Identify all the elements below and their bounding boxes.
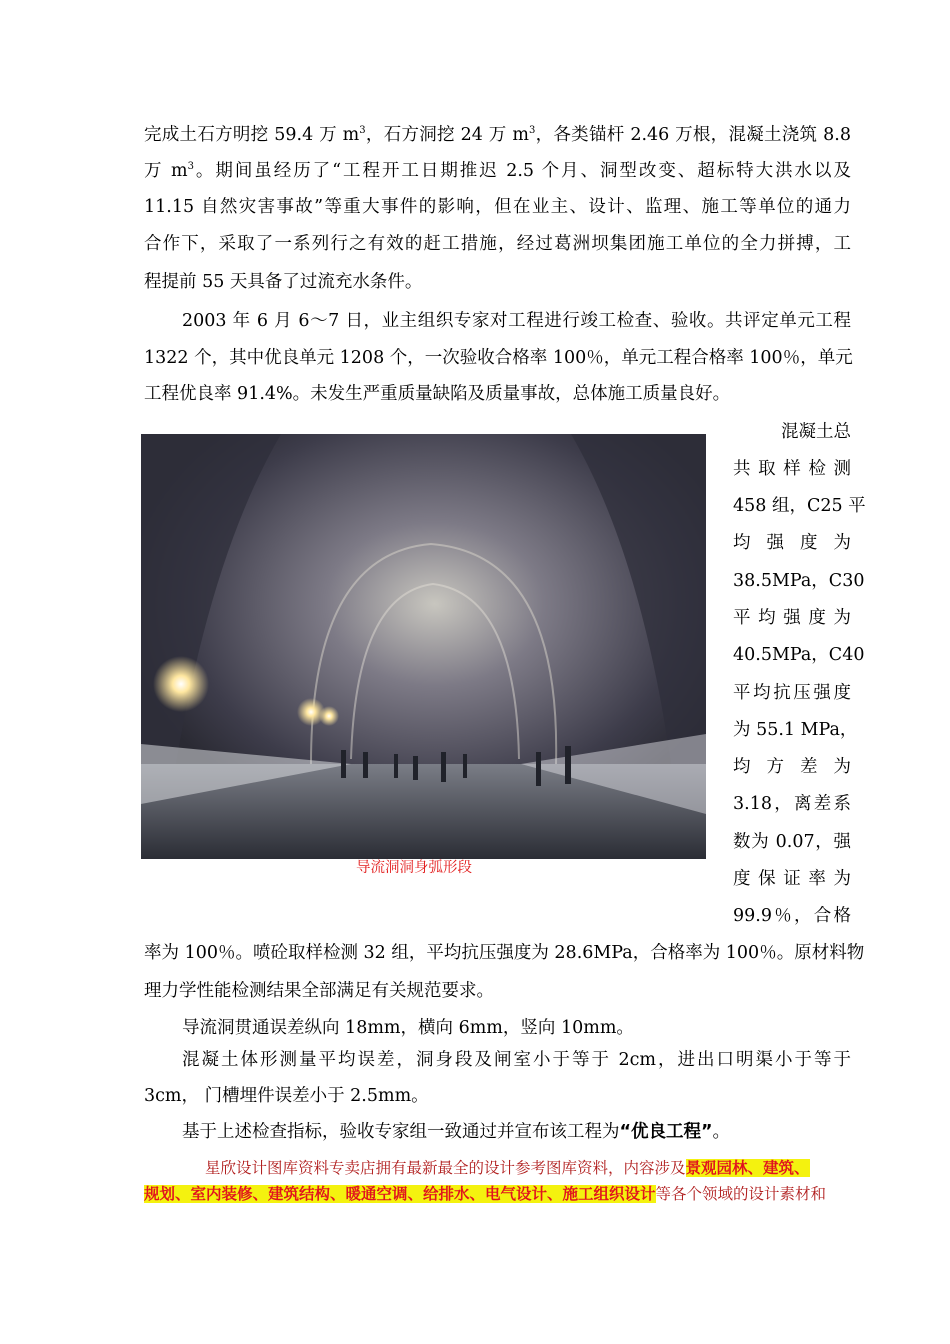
side-text-line: 混凝土总	[781, 422, 851, 442]
paragraph-line: 程提前 55 天具备了过流充水条件。	[144, 272, 423, 292]
paragraph-line: 混凝土体形测量平均误差，洞身段及闸室小于等于 2cm，进出口明渠小于等于	[182, 1050, 851, 1070]
conclusion-emphasis: “优良工程”	[619, 1122, 713, 1142]
side-text-line: 共取样检测	[733, 459, 851, 479]
side-text-line: 为 55.1 MPa，	[733, 720, 858, 740]
side-text-line: 458 组，C25 平	[733, 496, 866, 516]
tunnel-photo-graphic	[141, 434, 706, 859]
side-text-line: 38.5MPa，C30	[733, 571, 865, 591]
side-text-line: 数为 0.07，强	[733, 832, 851, 852]
paragraph-line: 导流洞贯通误差纵向 18mm，横向 6mm，竖向 10mm。	[182, 1018, 634, 1038]
paragraph-line: 11.15 自然灾害事故”等重大事件的影响，但在业主、设计、监理、施工等单位的通力	[144, 197, 851, 217]
side-text-line: 度保证率为	[733, 869, 851, 889]
advert-highlight: 景观园林、建筑、	[685, 1159, 810, 1177]
advert-highlight: 规划、室内装修、建筑结构、暖通空调、给排水、电气设计、施工组织设计	[144, 1185, 656, 1203]
advert-line: 星欣设计图库资料专卖店拥有最新最全的设计参考图库资料，内容涉及景观园林、建筑、	[205, 1159, 810, 1177]
paragraph-line: 合作下，采取了一系列行之有效的赶工措施，经过葛洲坝集团施工单位的全力拼搏，工	[144, 234, 851, 254]
side-text-line: 平均抗压强度	[733, 683, 851, 703]
conclusion-line: 基于上述检查指标，验收专家组一致通过并宣布该工程为“优良工程”。	[182, 1122, 731, 1142]
side-text-line: 均方差为	[733, 757, 851, 777]
side-text-line: 均强度为	[733, 533, 851, 553]
figure-caption: 导流洞洞身弧形段	[356, 860, 472, 876]
paragraph-line: 率为 100％。喷砼取样检测 32 组，平均抗压强度为 28.6MPa，合格率为 100％。原材料物	[144, 943, 865, 963]
paragraph-line: 完成土石方明挖 59.4 万 $m^3$，石方洞挖 24 万 $m^3$，各类锚杆 2.46 万根，混凝土浇筑 8.8	[144, 125, 852, 145]
tunnel-photo	[141, 434, 706, 859]
paragraph-line: 万 $m^3$。期间虽经历了“工程开工日期推迟 2.5 个月、洞型改变、超标特大洪水以及	[144, 161, 851, 181]
paragraph-line: 2003 年 6 月 6～7 日，业主组织专家对工程进行竣工检查、验收。共评定单元工程	[182, 311, 851, 331]
advert-line: 规划、室内装修、建筑结构、暖通空调、给排水、电气设计、施工组织设计等各个领域的设计素材和	[144, 1185, 827, 1203]
paragraph-line: 1322 个，其中优良单元 1208 个，一次验收合格率 100％，单元工程合格率 100％，单元	[144, 348, 853, 368]
paragraph-line: 工程优良率 91.4%。未发生严重质量缺陷及质量事故，总体施工质量良好。	[144, 384, 731, 404]
paragraph-line: 3cm， 门槽埋件误差小于 2.5mm。	[144, 1086, 429, 1106]
paragraph-line: 理力学性能检测结果全部满足有关规范要求。	[144, 981, 494, 1001]
side-text-line: 平均强度为	[733, 608, 851, 628]
side-text-line: 99.9％，合格	[733, 906, 851, 926]
side-text-line: 40.5MPa，C40	[733, 645, 865, 665]
side-text-line: 3.18，离差系	[733, 794, 851, 814]
